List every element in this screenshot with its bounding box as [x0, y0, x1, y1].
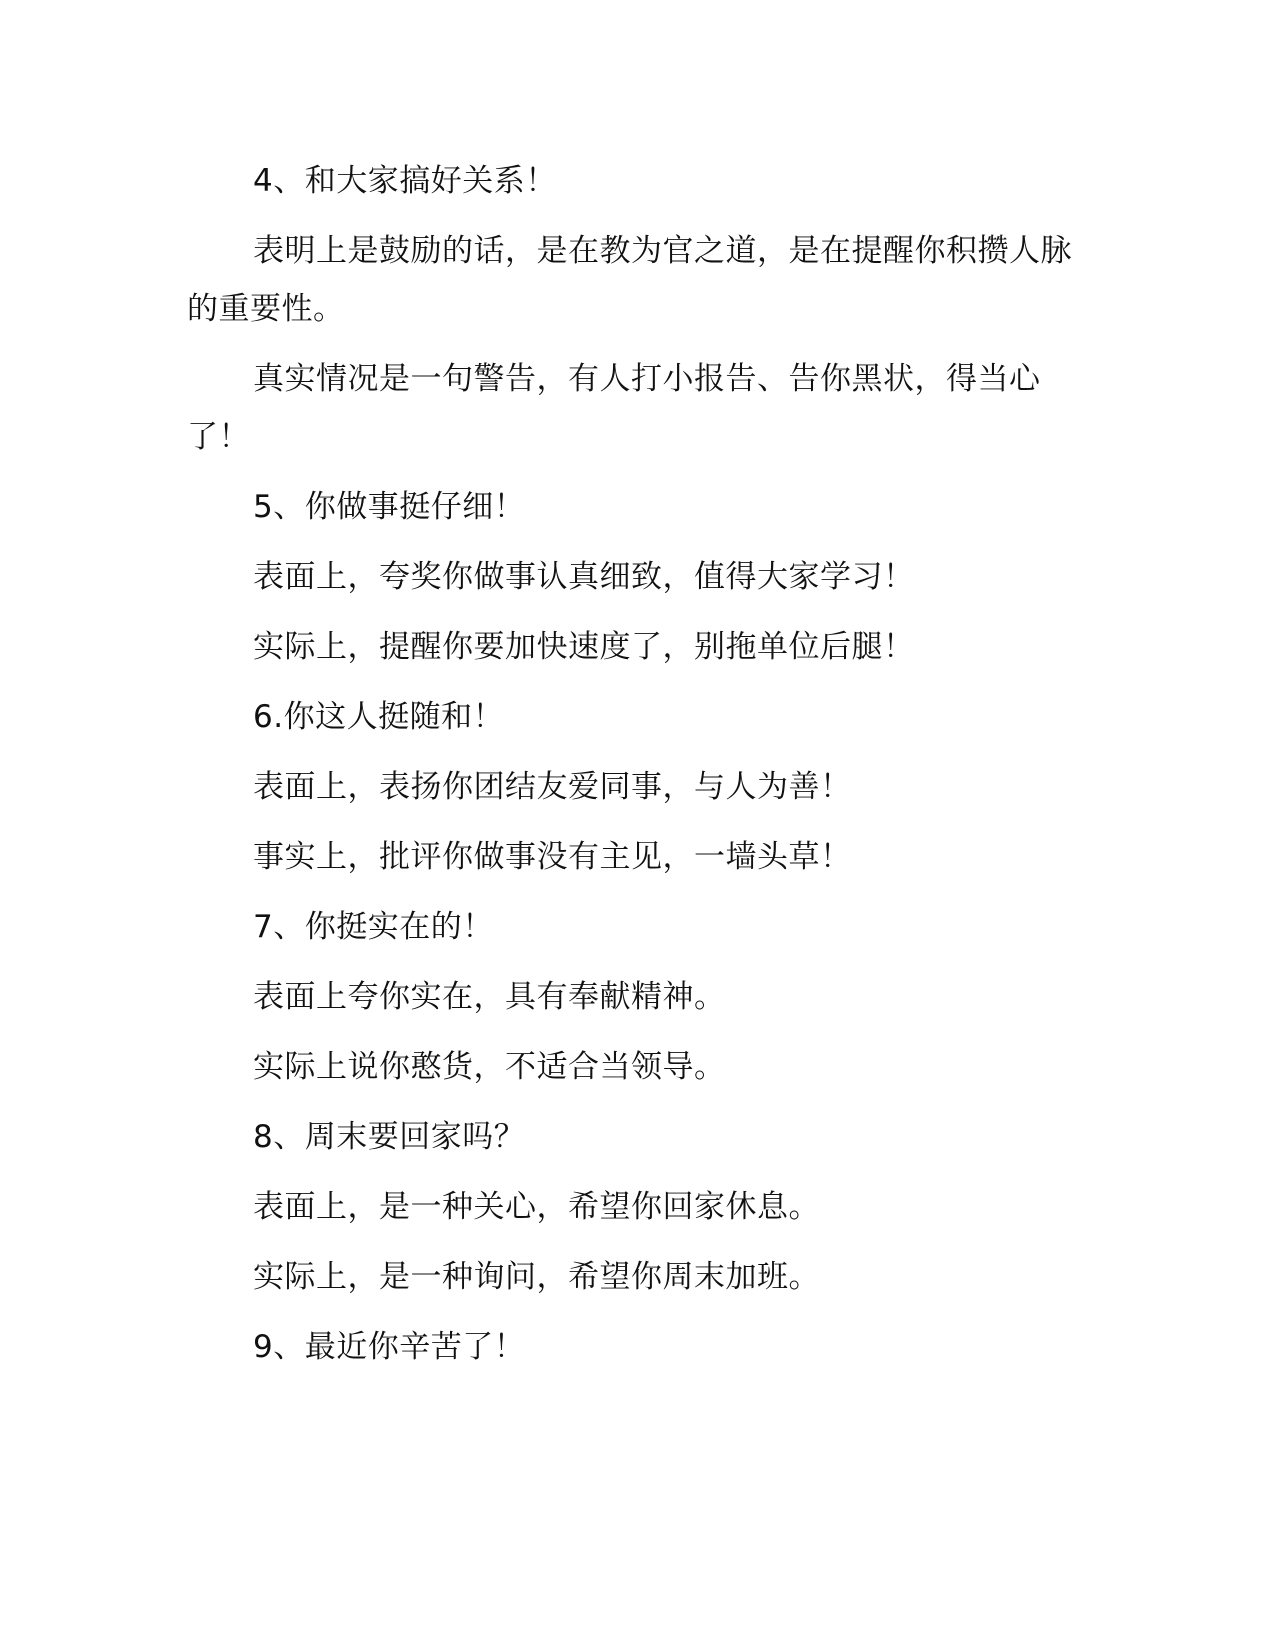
section-heading-9: 9、最近你辛苦了！	[253, 1329, 526, 1365]
section-heading-8: 8、周末要回家吗？	[253, 1119, 526, 1155]
paragraph-surface-meaning: 表面上，表扬你团结友爱同事，与人为善！	[253, 769, 852, 805]
paragraph-surface-meaning: 表明上是鼓励的话，是在教为官之道，是在提醒你积攒人脉的重要性。	[187, 233, 1072, 327]
paragraph-real-meaning: 实际上，是一种询问，希望你周末加班。	[253, 1259, 820, 1295]
paragraph-surface-meaning: 表面上，夸奖你做事认真细致，值得大家学习！	[253, 559, 915, 595]
paragraph-surface-meaning: 表面上，是一种关心，希望你回家休息。	[253, 1189, 820, 1225]
section-heading-4: 4、和大家搞好关系！	[253, 163, 557, 199]
section-heading-5: 5、你做事挺仔细！	[253, 489, 526, 525]
document-body	[187, 152, 1087, 1388]
paragraph-surface-meaning: 表面上夸你实在，具有奉献精神。	[253, 979, 726, 1015]
section-heading-6: 6.你这人挺随和！	[253, 699, 505, 735]
paragraph-real-meaning: 真实情况是一句警告，有人打小报告、告你黑状，得当心了！	[187, 361, 1041, 455]
section-heading-7: 7、你挺实在的！	[253, 909, 494, 945]
paragraph-real-meaning: 实际上说你憨货，不适合当领导。	[253, 1049, 726, 1085]
paragraph-real-meaning: 实际上，提醒你要加快速度了，别拖单位后腿！	[253, 629, 915, 665]
paragraph-real-meaning: 事实上，批评你做事没有主见，一墙头草！	[253, 839, 852, 875]
